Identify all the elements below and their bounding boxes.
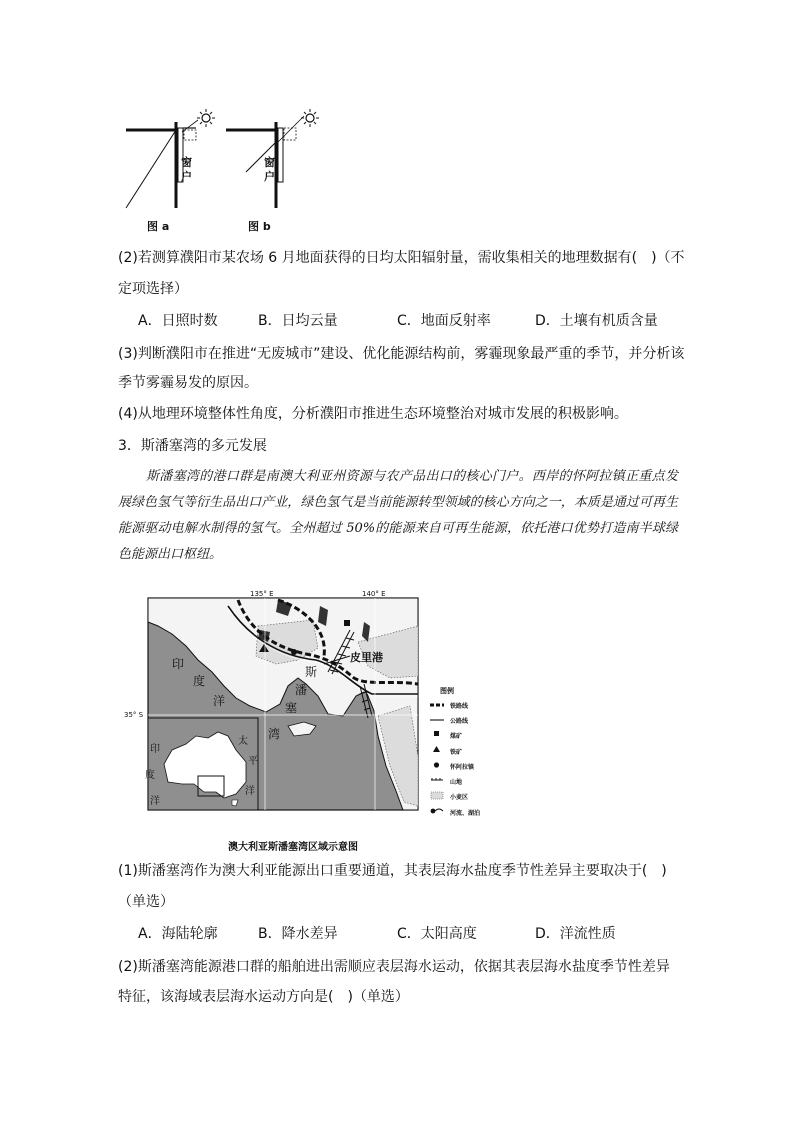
inset-ocean-east-2: 平 (248, 756, 258, 767)
legend-river-lake: 河流、湖泊 (450, 810, 481, 817)
legend-iron-symbol (433, 746, 440, 752)
q2-stem-line2: 定项选择） (118, 281, 188, 297)
legend-town-symbol (434, 762, 439, 767)
legend-road: 公路线 (450, 718, 469, 725)
q2-option-b: B．日均云量 (258, 313, 338, 329)
q2-option-d: D．土壤有机质含量 (535, 313, 658, 329)
s3q1-option-c: C．太阳高度 (397, 926, 477, 942)
inset-ocean-west-3: 洋 (150, 796, 160, 807)
map-bay-1: 斯 (305, 665, 318, 679)
legend-symbols (428, 700, 448, 828)
s3q1-option-b: B．降水差异 (258, 926, 338, 942)
legend-river-symbol (435, 809, 443, 811)
map-lon-135: 135° E (250, 590, 274, 598)
legend-town: 怀阿拉镇 (450, 764, 475, 771)
section3-passage-text: 斯潘塞湾的港口群是南澳大利亚州资源与农产品出口的核心门户。西岸的怀阿拉镇正重点发展绿色氢气等衍生品出口产业，绿色氢气是当前能源转型领域的核心方向之一，本质是通过可再生能源驱动电解水制得的氢气。全州超过 50%的能源来自可再生能源，依托港口优势打造南半球绿色能源出口枢纽。 (118, 469, 678, 562)
s3q1-stem-line1: (1)斯潘塞湾作为澳大利亚能源出口重要通道，其表层海水盐度季节性差异主要取决于( ) (118, 863, 667, 879)
map-port-label: 皮里港 (350, 651, 383, 664)
q2-stem-line1: (2)若测算濮阳市某农场 6 月地面获得的日均太阳辐射量，需收集相关的地理数据有( )（不 (118, 250, 685, 266)
legend-coal: 煤矿 (450, 733, 463, 740)
map-bay-3: 塞 (285, 701, 298, 715)
map-ocean-west-2: 度 (193, 674, 206, 688)
figure-b-label: 图 b (248, 220, 271, 233)
map-ocean-west-3: 洋 (213, 694, 226, 708)
legend-wheat-symbol (431, 792, 443, 799)
s3q1-stem-line2: （单选） (118, 894, 174, 910)
figure-a-window-label: 窗户 (181, 156, 192, 183)
map-caption: 澳大利亚斯潘塞湾区域示意图 (228, 842, 358, 853)
coal-mine-marker (344, 620, 350, 626)
spencer-gulf-map (128, 586, 481, 830)
q3-stem-line2: 季节雾霾易发的原因。 (118, 375, 258, 391)
legend-railway: 铁路线 (450, 703, 469, 710)
s3q2-stem-line1: (2)斯潘塞湾能源港口群的船舶进出需顺应表层海水运动，依据其表层海水盐度季节性差异 (118, 959, 670, 975)
figure-b-window-label: 窗户 (264, 156, 275, 183)
inset-ocean-east-3: 洋 (245, 786, 255, 797)
figure-a-label: 图 a (147, 220, 170, 233)
section3-passage (118, 464, 678, 568)
q2-option-a: A．日照时数 (138, 313, 218, 329)
map-bay-4: 湾 (268, 727, 281, 741)
map-lat-35: 35° S (124, 711, 144, 719)
legend-iron: 铁矿 (450, 749, 463, 756)
q2-option-c: C．地面反射率 (397, 313, 491, 329)
s3q2-stem-line2: 特征，该海域表层海水运动方向是( )（单选） (118, 989, 409, 1005)
q4-stem: (4)从地理环境整体性角度，分析濮阳市推进生态环境整治对城市发展的积极影响。 (118, 406, 628, 422)
legend-title: 图例 (440, 687, 454, 695)
whyalla-marker (291, 649, 297, 655)
inset-ocean-east-1: 太 (238, 736, 248, 747)
legend-coal-symbol (434, 731, 439, 736)
s3q1-option-d: D．洋流性质 (535, 926, 616, 942)
legend-mountain: 山地 (450, 779, 463, 786)
map-ocean-west-1: 印 (172, 657, 185, 671)
window-diagrams (118, 108, 338, 228)
figure-a-drawing (126, 109, 215, 208)
inset-ocean-west-1: 印 (150, 744, 160, 755)
q3-stem-line1: (3)判断濮阳市在推进“无废城市”建设、优化能源结构前，雾霾现象最严重的季节，并分析该 (118, 346, 685, 362)
map-lon-140: 140° E (362, 590, 386, 598)
inset-ocean-west-2: 度 (145, 770, 155, 781)
legend-wheat: 小麦区 (450, 794, 469, 801)
map-bay-2: 潘 (295, 683, 308, 697)
legend-mountain-symbol (431, 778, 443, 780)
legend-lake-symbol (431, 809, 436, 814)
section3-title: 3．斯潘塞湾的多元发展 (118, 438, 267, 454)
s3q1-option-a: A．海陆轮廓 (138, 926, 218, 942)
